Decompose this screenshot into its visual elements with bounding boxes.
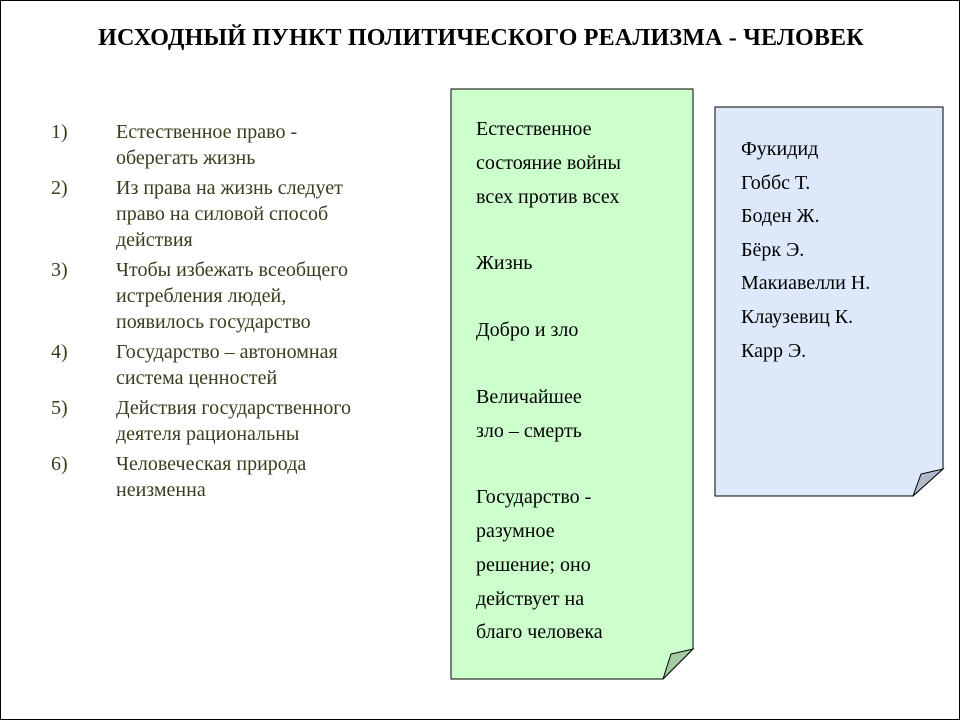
author-name: Бёрк Э. bbox=[741, 238, 805, 261]
green-note-line: решение; оно bbox=[476, 553, 591, 576]
green-note-line bbox=[476, 214, 676, 247]
green-note-line: действует на bbox=[476, 587, 585, 610]
green-note-line bbox=[476, 281, 676, 314]
green-note-line: зло – смерть bbox=[476, 419, 582, 442]
list-item-line: система ценностей bbox=[116, 367, 278, 389]
list-item-line: действия bbox=[116, 229, 193, 251]
list-item-line: Чтобы избежать всеобщего bbox=[116, 259, 349, 281]
author-name: Карр Э. bbox=[741, 339, 807, 362]
green-note-text bbox=[476, 113, 676, 650]
author-name: Клаузевиц К. bbox=[741, 305, 854, 328]
list-item-line: появилось государство bbox=[116, 311, 311, 333]
green-note-line: разумное bbox=[476, 520, 555, 542]
list-item-line: Из права на жизнь следует bbox=[116, 177, 343, 199]
list-item-number: 5) bbox=[51, 397, 68, 419]
green-note-line bbox=[476, 448, 676, 481]
list-item-number: 1) bbox=[51, 121, 68, 143]
list-item-number: 3) bbox=[51, 259, 68, 281]
list-item-line: Естественное право - bbox=[116, 121, 298, 143]
author-name: Гоббс Т. bbox=[741, 171, 811, 194]
author-name: Фукидид bbox=[741, 138, 819, 160]
list-item-line: истребления людей, bbox=[116, 285, 287, 307]
list-item-line: неизменна bbox=[116, 479, 206, 501]
green-note-line: всех против всех bbox=[476, 185, 620, 208]
slide-title: ИСХОДНЫЙ ПУНКТ ПОЛИТИЧЕСКОГО РЕАЛИЗМА - ЧЕЛОВЕК bbox=[98, 25, 864, 51]
list-item-line: Действия государственного bbox=[116, 397, 351, 419]
green-note-line: Добро и зло bbox=[476, 319, 579, 341]
green-note-line: Государство - bbox=[476, 486, 592, 509]
green-note-line: Величайшее bbox=[476, 385, 582, 408]
green-note-line bbox=[476, 348, 676, 381]
green-note-line: Жизнь bbox=[476, 252, 533, 275]
list-item-number: 6) bbox=[51, 453, 68, 475]
author-name: Боден Ж. bbox=[741, 205, 820, 228]
list-item-line: право на силовой способ bbox=[116, 203, 329, 225]
green-note-line: состояние войны bbox=[476, 151, 621, 174]
list-item-number: 4) bbox=[51, 341, 68, 363]
green-note-line: благо человека bbox=[476, 621, 603, 644]
green-note-line: Естественное bbox=[476, 118, 592, 140]
list-item-line: оберегать жизнь bbox=[116, 147, 256, 169]
blue-note-text bbox=[741, 133, 931, 368]
list-item-line: Государство – автономная bbox=[116, 341, 338, 363]
list-item-line: Человеческая природа bbox=[116, 453, 307, 475]
list-item-number: 2) bbox=[51, 177, 68, 199]
author-name: Макиавелли Н. bbox=[741, 272, 871, 295]
list-item-line: деятеля рациональны bbox=[116, 423, 300, 445]
